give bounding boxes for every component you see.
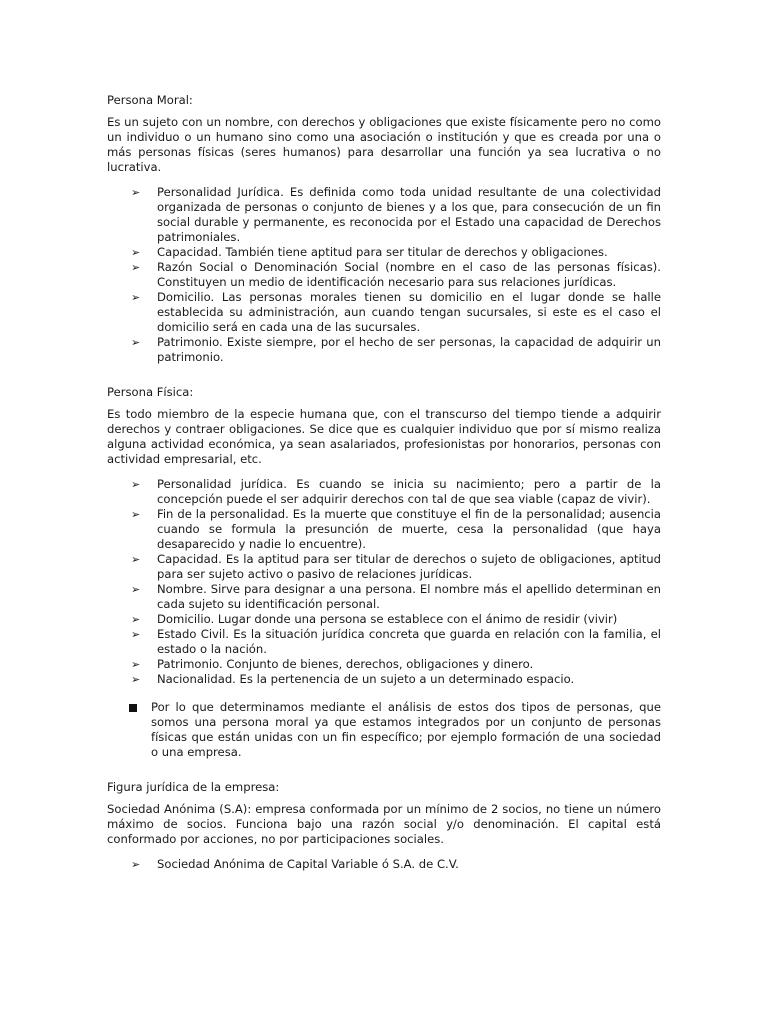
arrow-bullet-icon: ➢ [131,673,141,686]
list-persona-fisica [107,477,661,687]
conclusion-list [107,700,661,760]
list-item: ➢ Domicilio. Las personas morales tienen su domicilio en el lugar donde se halle establecida su administración, aun cuando tengan sucursales, si este es el caso el domicilio será en cada una de las sucursales. [131,290,661,334]
list-item: ➢ Nombre. Sirve para designar a una persona. El nombre más el apellido determinan en cada sujeto su identificación personal. [131,582,661,611]
list-item: ➢ Sociedad Anónima de Capital Variable ó S.A. de C.V. [131,857,459,871]
list-item: ➢ Patrimonio. Conjunto de bienes, derechos, obligaciones y dinero. [131,657,534,671]
list-figura-juridica [107,857,661,872]
heading-persona-fisica: Persona Física: [107,385,194,399]
arrow-bullet-icon: ➢ [131,261,141,274]
arrow-bullet-icon: ➢ [131,658,141,671]
list-item: ➢ Personalidad Jurídica. Es definida como toda unidad resultante de una colectividad organizada de personas o conjunto de bienes y a los que, para consecución de un fin social durable y permanente, es reconocida por el Estado una capacidad de Derechos patrimoniales. [131,185,661,244]
arrow-bullet-icon: ➢ [131,553,141,566]
heading-figura-juridica: Figura jurídica de la empresa: [107,780,280,794]
paragraph-persona-moral: Es un sujeto con un nombre, con derechos y obligaciones que existe físicamente pero no como un individuo o un humano sino como una asociación o institución y que es creada por una o más personas físicas (seres humanos) para desarrollar una función ya sea lucrativa o no lucrativa. [107,115,661,174]
list-persona-moral [107,185,661,365]
arrow-bullet-icon: ➢ [131,336,141,349]
list-item: ➢ Capacidad. También tiene aptitud para ser titular de derechos y obligaciones. [131,245,608,259]
arrow-bullet-icon: ➢ [131,186,141,199]
paragraph-persona-fisica: Es todo miembro de la especie humana que, con el transcurso del tiempo tiende a adquirir derechos y contraer obligaciones. Se dice que es cualquier individuo que por sí mismo realiza alguna actividad económica, ya sean asalariados, profesionistas por honorarios, personas con actividad empresarial, etc. [107,407,661,466]
conclusion-item: Por lo que determinamos mediante el análisis de estos dos tipos de personas, que somos una persona moral ya que estamos integrados por un conjunto de personas físicas que están unidas con un fin específico; por ejemplo formación de una sociedad o una empresa. [107,700,661,760]
arrow-bullet-icon: ➢ [131,246,141,259]
arrow-bullet-icon: ➢ [131,508,141,521]
heading-persona-moral: Persona Moral: [107,93,193,107]
document-body [107,93,661,872]
paragraph-sociedad-anonima: Sociedad Anónima (S.A): empresa conformada por un mínimo de 2 socios, no tiene un número máximo de socios. Funciona bajo una razón social y/o denominación. El capital está conformado por acciones, no por participaciones sociales. [107,802,661,846]
arrow-bullet-icon: ➢ [131,291,141,304]
list-item: ➢ Fin de la personalidad. Es la muerte que constituye el fin de la personalidad; ausencia cuando se formula la presunción de muerte, cesa la personalidad (que haya desaparecido y nadie lo encuentre). [131,507,661,551]
list-item: ➢ Estado Civil. Es la situación jurídica concreta que guarda en relación con la familia, el estado o la nación. [131,627,661,656]
square-bullet-icon [129,704,137,712]
arrow-bullet-icon: ➢ [131,628,141,641]
arrow-bullet-icon: ➢ [131,613,141,626]
arrow-bullet-icon: ➢ [131,858,141,871]
arrow-bullet-icon: ➢ [131,478,141,491]
list-item: ➢ Razón Social o Denominación Social (nombre en el caso de las personas físicas). Constituyen un medio de identificación necesario para sus relaciones jurídicas. [131,260,661,289]
list-item: ➢ Patrimonio. Existe siempre, por el hecho de ser personas, la capacidad de adquirir un patrimonio. [131,335,661,364]
list-item: ➢ Domicilio. Lugar donde una persona se establece con el ánimo de residir (vivir) [131,612,618,626]
list-item: ➢ Capacidad. Es la aptitud para ser titular de derechos o sujeto de obligaciones, aptitud para ser sujeto activo o pasivo de relaciones jurídicas. [131,552,661,581]
list-item: ➢ Nacionalidad. Es la pertenencia de un sujeto a un determinado espacio. [131,672,575,686]
arrow-bullet-icon: ➢ [131,583,141,596]
list-item: ➢ Personalidad jurídica. Es cuando se inicia su nacimiento; pero a partir de la concepción puede el ser adquirir derechos con tal de que sea viable (capaz de vivir). [131,477,661,506]
